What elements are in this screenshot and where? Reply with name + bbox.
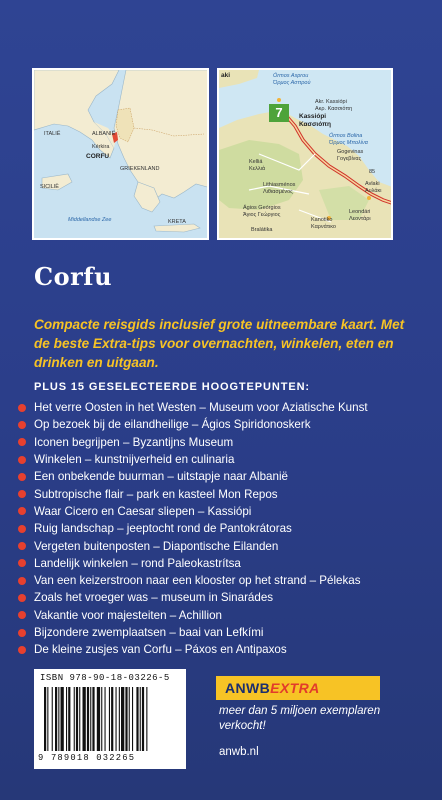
label-gogevinas: Gogevinas <box>337 149 364 155</box>
barcode-bar <box>52 687 53 751</box>
logo-part-extra: EXTRA <box>270 680 320 696</box>
bullet-icon <box>18 611 26 619</box>
barcode-bar <box>116 687 117 751</box>
barcode-bar <box>129 687 130 751</box>
bullet-icon <box>18 507 26 515</box>
bullet-icon <box>18 629 26 637</box>
tagline: Compacte reisgids inclusief grote uitneembare kaart. Met de beste Extra-tips voor overnachten, winkelen, eten en drinken en uitgaan. <box>34 317 405 370</box>
barcode-bar <box>58 687 59 751</box>
list-item <box>18 607 433 624</box>
list-item-text: Winkelen – kunstnijverheid en culinaria <box>34 453 235 467</box>
barcode-bar <box>74 687 75 751</box>
label-crete: KRETA <box>168 219 186 225</box>
list-item-text: Bijzondere zwemplaatsen – baai van Lefkími <box>34 626 264 639</box>
bullet-icon <box>18 577 26 585</box>
bullet-icon <box>18 559 26 567</box>
highlights-list <box>18 399 433 658</box>
barcode-bar <box>136 687 138 751</box>
label-aki: aki <box>221 72 231 79</box>
label-avlaki: Avlaki <box>365 181 380 187</box>
bullet-icon <box>18 473 26 481</box>
list-item <box>18 416 433 433</box>
barcode-digits: 9 789018 032265 <box>38 753 136 763</box>
bullet-icon <box>18 646 26 654</box>
label-ormos-asprou-gr: Όρμος Ασπρού <box>273 80 311 86</box>
label-lithiasmenos: Lithiasménos <box>263 182 296 188</box>
bullet-icon <box>18 542 26 550</box>
barcode-bar <box>111 687 113 751</box>
barcode-bar <box>119 687 120 751</box>
label-corfu: CORFU <box>86 153 110 160</box>
list-item-text: Landelijk winkelen – rond Paleokastrítsa <box>34 556 241 570</box>
list-item <box>18 451 433 468</box>
barcode-bar <box>55 687 57 751</box>
book-title: Corfu <box>34 262 113 291</box>
list-item-text: Ruig landschap – jeeptocht rond de Pantokrátoras <box>34 522 292 536</box>
list-item <box>18 641 433 658</box>
barcode-bar <box>44 687 46 751</box>
sight-marker-7: 7 <box>269 104 289 122</box>
label-kassiopi: Kassiópi <box>299 113 327 120</box>
barcode-bar <box>92 687 94 751</box>
list-item <box>18 434 433 451</box>
bullet-icon <box>18 456 26 464</box>
list-item <box>18 503 433 520</box>
barcode-bar <box>140 687 141 751</box>
barcode-bar <box>121 687 124 751</box>
barcode-bar <box>68 687 70 751</box>
list-item-text: Waar Cicero en Caesar sliepen – Kassiópi <box>34 504 252 518</box>
label-ormos-asprou: Órmos Asprou <box>273 73 309 79</box>
list-item <box>18 468 433 485</box>
barcode-bar <box>83 687 86 751</box>
label-gogevinas-gr: Γογεβίνας <box>337 156 362 162</box>
bullet-icon <box>18 438 26 446</box>
barcode-bar <box>47 687 48 751</box>
barcode-bar <box>87 687 89 751</box>
list-item <box>18 572 433 589</box>
barcode-bar <box>66 687 67 751</box>
label-kellia-gr: Κελλιά <box>249 166 266 172</box>
list-item <box>18 537 433 554</box>
barcode-bar <box>109 687 110 751</box>
label-sea: Middellandse Zee <box>68 217 112 223</box>
list-item <box>18 485 433 502</box>
list-item-text: Vakantie voor majesteiten – Achillion <box>34 608 222 622</box>
barcode-bar <box>79 687 80 751</box>
overview-map-graphic <box>34 70 209 240</box>
bullet-icon <box>18 594 26 602</box>
list-item-text: Subtropische flair – park en kasteel Mon Repos <box>34 487 278 501</box>
bullet-icon <box>18 404 26 412</box>
list-item <box>18 555 433 572</box>
barcode-bar <box>101 687 102 751</box>
label-kellia: Kelliá <box>249 159 263 165</box>
label-albania: ALBANIË <box>92 131 116 137</box>
label-ormos-bolina: Órmos Bolina <box>329 133 363 139</box>
barcode-bar <box>76 687 78 751</box>
label-akr-kassiopi: Akr. Kassiópi <box>315 99 347 105</box>
label-kassiopi-gr: Κασσιόπη <box>299 121 331 128</box>
label-ormos-bolina-gr: Όρμος Μπολίνα <box>329 140 368 146</box>
label-agios-georgios-gr: Άγιος Γεώργιος <box>243 212 281 218</box>
list-item-text: Op bezoek bij de eilandheilige – Ágios Spiridonoskerk <box>34 418 311 432</box>
detail-map <box>217 68 393 240</box>
label-akr-kassiopi-gr: Ακρ. Κασσιόπη <box>315 106 353 112</box>
bullet-icon <box>18 525 26 533</box>
list-item-text: Van een keizerstroon naar een klooster op het strand – Pélekas <box>34 574 361 588</box>
barcode-bar <box>97 687 100 751</box>
label-agios-georgios: Ágios Geórgios <box>243 205 281 211</box>
list-item-text: Een onbekende buurman – uitstapje naar Albanië <box>34 470 288 484</box>
isbn-text: ISBN 978-90-18-03226-5 <box>40 673 170 683</box>
list-item-text: Iconen begrijpen – Byzantijns Museum <box>34 435 234 449</box>
bullet-icon <box>18 490 26 498</box>
list-item-text: Zoals het vroeger was – museum in Sinarádes <box>34 591 274 605</box>
overview-map <box>32 68 209 240</box>
barcode-bar <box>61 687 64 751</box>
label-kanotiko-gr: Καρνάτικο <box>311 224 336 230</box>
highlights-heading: PLUS 15 GESELECTEERDE HOOGTEPUNTEN: <box>34 381 310 393</box>
barcode-bar <box>90 687 91 751</box>
bullet-icon <box>18 421 26 429</box>
barcode-bar <box>105 687 106 751</box>
barcode-graphic <box>44 687 178 751</box>
label-sicily: SICILIË <box>40 184 59 190</box>
barcode-bar <box>146 687 147 751</box>
website-link[interactable]: anwb.nl <box>219 746 259 758</box>
label-elevation: 85 <box>369 169 376 175</box>
list-item-text: Vergeten buitenposten – Diapontische Eilanden <box>34 539 279 553</box>
barcode-bar <box>132 687 133 751</box>
barcode-bar <box>142 687 144 751</box>
label-greece: GRIEKENLAND <box>120 166 160 172</box>
anwb-extra-logo <box>216 676 380 700</box>
label-bralatika: Bralátika <box>251 227 273 233</box>
list-item <box>18 589 433 606</box>
sales-claim: meer dan 5 miljoen exemplaren verkocht! <box>219 705 381 732</box>
list-item-text: De kleine zusjes van Corfu – Páxos en Antipaxos <box>34 643 287 657</box>
list-item <box>18 520 433 537</box>
label-leondari-gr: Λεοντάρι <box>349 216 371 222</box>
label-kanotiko: Kanotiko <box>311 217 333 223</box>
label-leondari: Leondári <box>349 209 371 215</box>
list-item <box>18 624 433 641</box>
logo-part-anwb: ANWB <box>225 680 271 696</box>
label-kerkira: Kérkira <box>92 144 110 150</box>
list-item <box>18 399 433 416</box>
label-lithiasmenos-gr: Λιθιασμένος <box>263 189 293 195</box>
barcode-panel <box>34 669 186 769</box>
label-avlaki-gr: Αυλάκι <box>365 188 382 194</box>
barcode-bar <box>125 687 127 751</box>
list-item-text: Het verre Oosten in het Westen – Museum voor Aziatische Kunst <box>34 401 368 415</box>
label-italy: ITALIË <box>44 131 61 137</box>
